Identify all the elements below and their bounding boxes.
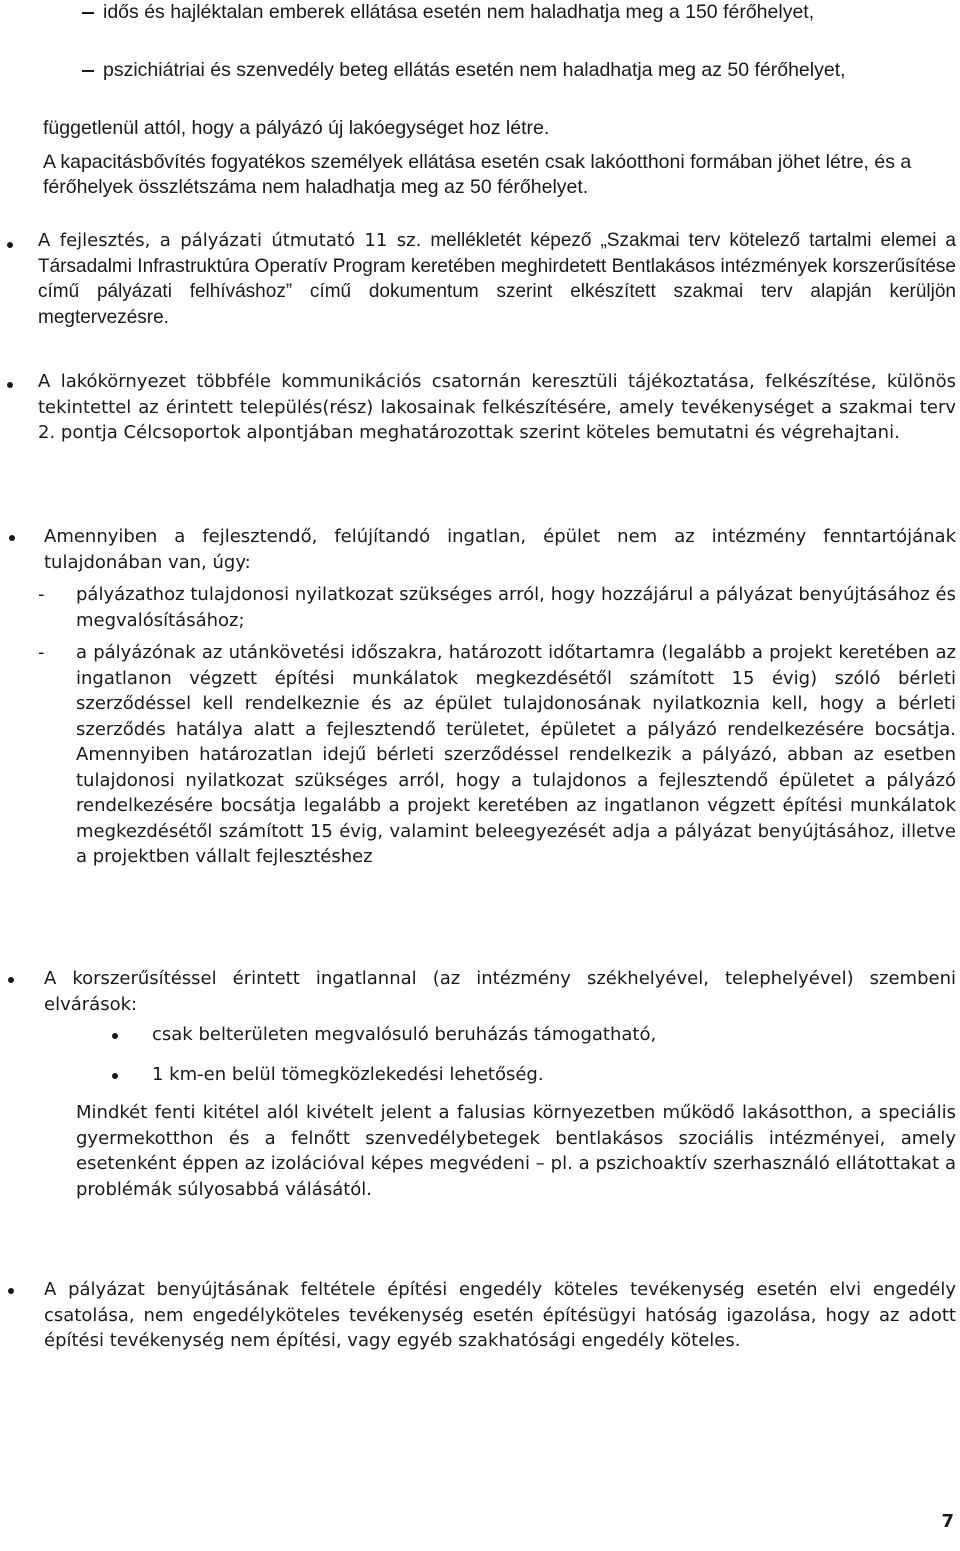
environment-paragraph: A lakókörnyezet többféle kommunikációs csatornán keresztüli tájékoztatása, felkészítése, különös tekintettel az érintett település(rész) lakosainak felkészítésére, amely tevékenységet a szakmai terv 2. pontja Célcsoportok alpontjában meghatározottak szerint köteles bemutatni és végrehajtani. (38, 371, 956, 443)
regardless-paragraph: függetlenül attól, hogy a pályázó új lakóegységet hoz létre. (43, 117, 550, 139)
development-plan-paragraph (38, 228, 956, 330)
hyphen-marker: - (38, 584, 45, 605)
development-plan-lead: A fejlesztés, a pályázati útmutató 11 sz. (38, 230, 422, 251)
bullet-dot (7, 242, 13, 248)
dash-marker (82, 70, 94, 72)
dash-item-text: pszichiátriai és szenvedély beteg ellátás esetén nem haladhatja meg az 50 férőhelyet, (103, 59, 846, 81)
bullet-dot (7, 382, 13, 388)
ownership-item (38, 640, 956, 870)
site-requirement-item: csak belterületen megvalósuló beruházás támogatható, (152, 1024, 657, 1045)
bullet-dot (8, 1288, 14, 1294)
capacity-paragraph: A kapacitásbővítés fogyatékos személyek ellátása esetén csak lakóotthoni formában jöhet létre, és a férőhelyek összlétszáma nem haladhatja meg az 50 férőhelyet. (43, 151, 912, 198)
page-number: 7 (941, 1511, 954, 1532)
bullet-dot (112, 1033, 118, 1039)
ownership-item (38, 582, 956, 633)
development-plan-rest: mellékletét képező „Szakmai terv kötelező tartalmi elemei a Társadalmi Infrastruktúra Operatív Program keretében meghirdetett Bentlakásos intézmények korszerűsítése című pályázati felhíváshoz” című dokumentum szerint elkészített szakmai terv alapján kerüljön megtervezésre. (38, 230, 956, 328)
ownership-item-text: a pályázónak az utánkövetési időszakra, határozott időtartamra (legalább a projekt keretében az ingatlanon végzett építési munkálatok megkezdésétől számított 15 évig) szóló bérleti szerződéssel kell rendelkeznie és az épület tulajdonosának nyilatkoznia kell, hogy a bérleti szerződés hatálya alatt a fejlesztendő területet, épületet a pályázó rendelkezésére bocsátja. Amennyiben határozatlan idejű bérleti szerződéssel rendelkezik a pályázó, abban az esetben tulajdonosi nyilatkozat szükséges arról, hogy a tulajdonos a fejlesztendő épületet a pályázó rendelkezésére bocsátja legalább a projekt keretében az ingatlanon végzett építési munkálatok megkezdésétől számított 15 évig, valamint beleegyezését adja a pályázat benyújtásához, illetve a projektben vállalt fejlesztéshez (76, 642, 956, 867)
bullet-dot (9, 535, 15, 541)
hyphen-marker: - (38, 642, 45, 663)
dash-list-item (103, 0, 955, 25)
dash-list-item (103, 58, 955, 83)
bullet-dot (8, 977, 14, 983)
site-requirements-intro: A korszerűsítéssel érintett ingatlannal (az intézmény székhelyével, telephelyével) szembeni elvárások: (44, 968, 956, 1015)
ownership-item-text: pályázathoz tulajdonosi nyilatkozat szükséges arról, hogy hozzájárul a pályázat benyújtásához és megvalósításához; (76, 584, 956, 631)
bullet-dot (112, 1073, 118, 1079)
permit-paragraph: A pályázat benyújtásának feltétele építési engedély köteles tevékenység esetén elvi engedély csatolása, nem engedélyköteles tevékenység esetén építésügyi hatóság igazolása, hogy az adott építési tevékenység nem építési, vagy egyéb szakhatósági engedély köteles. (44, 1279, 956, 1351)
dash-item-text: idős és hajléktalan emberek ellátása esetén nem haladhatja meg a 150 férőhelyet, (103, 1, 815, 23)
site-exception-paragraph: Mindkét fenti kitétel alól kivételt jelent a falusias környezetben működő lakásotthon, a speciális gyermekotthon és a felnőtt szenvedélybetegek bentlakásos szociális intézményei, amely esetenként éppen az izolációval képes megvédeni – pl. a pszichoaktív szerhasználó ellátottakat a problémák súlyosabbá válásától. (76, 1102, 956, 1200)
dash-marker (82, 12, 94, 14)
site-requirement-item: 1 km-en belül tömegközlekedési lehetőség. (152, 1064, 544, 1085)
ownership-intro: Amennyiben a fejlesztendő, felújítandó ingatlan, épület nem az intézmény fenntartójának tulajdonában van, úgy: (44, 526, 956, 573)
